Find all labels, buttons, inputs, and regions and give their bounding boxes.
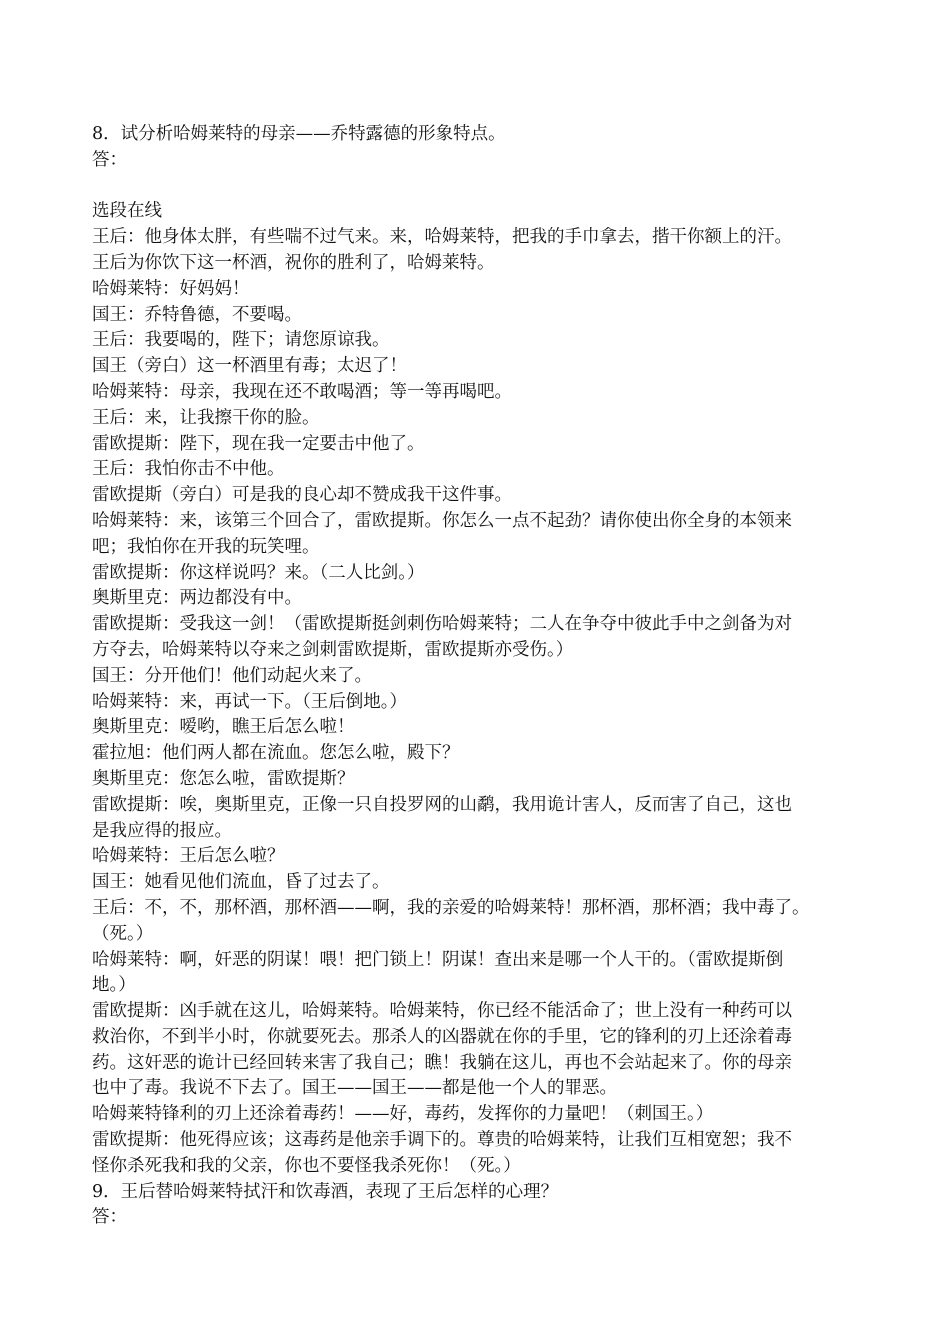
question-8-answer-label: 答： <box>92 149 127 170</box>
passage-line: 雷欧提斯：陛下，现在我一定要击中他了。 <box>92 433 425 454</box>
passage-line: 哈姆莱特：母亲，我现在还不敢喝酒；等一等再喝吧。 <box>92 381 512 402</box>
question-8: 8．试分析哈姆莱特的母亲——乔特露德的形象特点。 <box>92 124 506 144</box>
passage-line: 方夺去，哈姆莱特以夺来之剑刺雷欧提斯，雷欧提斯亦受伤。） <box>92 639 574 660</box>
passage-line: 霍拉旭：他们两人都在流血。您怎么啦，殿下？ <box>92 743 460 764</box>
passage-line: 王后：来，让我擦干你的脸。 <box>92 407 320 428</box>
passage-line: 雷欧提斯：受我这一剑！（雷欧提斯挺剑刺伤哈姆莱特；二人在争夺中彼此手中之剑备为对 <box>92 614 792 635</box>
passage-line: 地。） <box>92 975 136 996</box>
passage-line: 王后：不，不，那杯酒，那杯酒——啊，我的亲爱的哈姆莱特！那杯酒，那杯酒；我中毒了。 <box>92 897 810 918</box>
passage-line: （死。） <box>92 923 154 944</box>
passage-line: 也中了毒。我说不下去了。国王——国王——都是他一个人的罪恶。 <box>92 1078 617 1099</box>
passage-line: 王后为你饮下这一杯酒，祝你的胜利了，哈姆莱特。 <box>92 252 495 273</box>
passage-line: 雷欧提斯：你这样说吗？来。（二人比剑。） <box>92 562 425 583</box>
passage-line: 哈姆莱特：王后怎么啦？ <box>92 846 285 867</box>
passage-line: 雷欧提斯：凶手就在这儿，哈姆莱特。哈姆莱特，你已经不能活命了；世上没有一种药可以 <box>92 1001 792 1022</box>
section-title: 选段在线 <box>92 201 162 222</box>
passage-line: 哈姆莱特：啊，奸恶的阴谋！喂！把门锁上！阴谋！查出来是哪一个人干的。（雷欧提斯倒 <box>92 949 784 970</box>
question-9-answer-label: 答： <box>92 1207 127 1228</box>
passage-line: 药。这奸恶的诡计已经回转来害了我自己；瞧！我躺在这儿，再也不会站起来了。你的母亲 <box>92 1052 792 1073</box>
document-page <box>92 122 872 1231</box>
question-9: 9．王后替哈姆莱特拭汗和饮毒酒，表现了王后怎样的心理？ <box>92 1181 559 1202</box>
passage-line: 吧；我怕你在开我的玩笑哩。 <box>92 536 320 557</box>
passage-line: 雷欧提斯：唉，奥斯里克，正像一只自投罗网的山鹬，我用诡计害人，反而害了自己，这也 <box>92 794 792 815</box>
passage-line: 救治你，不到半小时，你就要死去。那杀人的凶器就在你的手里，它的锋利的刃上还涂着毒 <box>92 1026 792 1047</box>
passage-line: 国王：分开他们！他们动起火来了。 <box>92 665 372 686</box>
passage <box>92 225 872 1179</box>
passage-line: 王后：我怕你击不中他。 <box>92 459 285 480</box>
passage-line: 奥斯里克：您怎么啦，雷欧提斯？ <box>92 768 355 789</box>
passage-line: 哈姆莱特：来，再试一下。（王后倒地。） <box>92 691 407 712</box>
passage-line: 国王：乔特鲁德，不要喝。 <box>92 304 302 325</box>
passage-line: 是我应得的报应。 <box>92 820 232 841</box>
passage-line: 雷欧提斯（旁白）可是我的良心却不赞成我干这件事。 <box>92 485 512 506</box>
passage-line: 哈姆莱特锋利的刃上还涂着毒药！——好，毒药，发挥你的力量吧！（刺国王。） <box>92 1104 714 1125</box>
passage-line: 哈姆莱特：好妈妈！ <box>92 278 250 299</box>
passage-line: 奥斯里克：嗳哟，瞧王后怎么啦！ <box>92 717 355 738</box>
passage-line: 奥斯里克：两边都没有中。 <box>92 588 302 609</box>
answer-space <box>92 174 872 200</box>
passage-line: 王后：我要喝的，陛下；请您原谅我。 <box>92 330 390 351</box>
passage-line: 雷欧提斯：他死得应该；这毒药是他亲手调下的。尊贵的哈姆莱特，让我们互相宽恕；我不 <box>92 1130 792 1151</box>
passage-line: 怪你杀死我和我的父亲，你也不要怪我杀死你！（死。） <box>92 1155 521 1176</box>
passage-line: 王后：他身体太胖，有些喘不过气来。来，哈姆莱特，把我的手巾拿去，揩干你额上的汗。 <box>92 227 792 248</box>
passage-line: 国王：她看见他们流血，昏了过去了。 <box>92 872 390 893</box>
passage-line: 国王（旁白）这一杯酒里有毒；太迟了！ <box>92 356 407 377</box>
passage-line: 哈姆莱特：来，该第三个回合了，雷欧提斯。你怎么一点不起劲？请你使出你全身的本领来 <box>92 510 792 531</box>
